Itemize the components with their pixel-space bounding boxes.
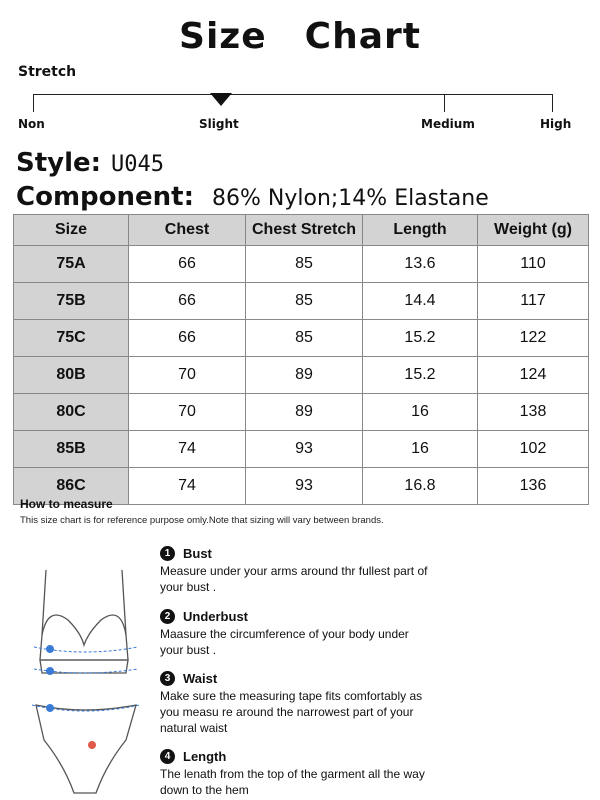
step-bust	[160, 546, 460, 595]
step-description: The lenath from the top of the garment all the way down to the hem	[160, 767, 425, 797]
disclaimer-text: This size chart is for reference purpose omly.Note that sizing will vary between brands.	[20, 515, 384, 526]
title-word-chart: Chart	[304, 16, 421, 57]
table-cell: 89	[246, 357, 363, 394]
table-cell: 85	[246, 246, 363, 283]
table-cell: 74	[129, 468, 246, 505]
step-number-icon: 1	[160, 546, 175, 561]
style-value: U045	[111, 152, 165, 177]
table-row	[14, 431, 589, 468]
table-row	[14, 283, 589, 320]
table-cell: 85	[246, 283, 363, 320]
bust-marker-dot	[46, 645, 54, 653]
size-cell: 80C	[14, 394, 129, 431]
step-length	[160, 749, 460, 798]
waist-marker-dot	[46, 704, 54, 712]
table-cell: 16	[363, 431, 478, 468]
size-cell: 86C	[14, 468, 129, 505]
size-cell: 85B	[14, 431, 129, 468]
table-cell: 70	[129, 357, 246, 394]
size-cell: 75A	[14, 246, 129, 283]
underbust-marker-dot	[46, 667, 54, 675]
table-cell: 66	[129, 246, 246, 283]
table-cell: 102	[478, 431, 589, 468]
table-cell: 122	[478, 320, 589, 357]
step-description: Make sure the measuring tape fits comfortably as you measu re around the narrowest part of your natural waist	[160, 689, 423, 735]
step-number-icon: 2	[160, 609, 175, 624]
step-title: Underbust	[183, 609, 248, 624]
component-line	[16, 182, 489, 212]
bra-strap-outline	[42, 570, 126, 635]
table-row	[14, 246, 589, 283]
table-cell: 66	[129, 320, 246, 357]
header-length: Length	[363, 215, 478, 246]
length-marker-dot	[88, 741, 96, 749]
table-cell: 70	[129, 394, 246, 431]
table-cell: 136	[478, 468, 589, 505]
table-row	[14, 320, 589, 357]
step-description: Measure under your arms around thr fullest part of your bust .	[160, 564, 428, 594]
step-underbust	[160, 609, 460, 658]
table-cell: 110	[478, 246, 589, 283]
step-waist	[160, 671, 460, 736]
table-cell: 85	[246, 320, 363, 357]
lingerie-measurement-illustration	[26, 565, 146, 795]
stretch-label: Stretch	[18, 64, 77, 80]
step-description: Maasure the circumference of your body under your bust .	[160, 627, 409, 657]
table-cell: 15.2	[363, 357, 478, 394]
how-to-measure-title: How to measure	[20, 497, 113, 511]
table-row	[14, 394, 589, 431]
stretch-marker-triangle	[210, 93, 232, 106]
step-title: Length	[183, 749, 227, 764]
table-body	[14, 246, 589, 505]
table-cell: 93	[246, 468, 363, 505]
size-cell: 75C	[14, 320, 129, 357]
step-title: Waist	[183, 671, 218, 686]
briefs-outline	[36, 705, 136, 793]
table-cell: 124	[478, 357, 589, 394]
table-cell: 93	[246, 431, 363, 468]
step-number-icon: 4	[160, 749, 175, 764]
scale-label-non: Non	[18, 117, 45, 131]
scale-label-slight: Slight	[199, 117, 239, 131]
header-size: Size	[14, 215, 129, 246]
table-cell: 14.4	[363, 283, 478, 320]
table-cell: 16.8	[363, 468, 478, 505]
component-label: Component:	[16, 182, 194, 212]
size-cell: 80B	[14, 357, 129, 394]
component-value: 86% Nylon;14% Elastane	[212, 186, 489, 211]
size-table	[13, 214, 589, 505]
table-cell: 16	[363, 394, 478, 431]
step-number-icon: 3	[160, 671, 175, 686]
style-label: Style:	[16, 148, 102, 178]
table-header-row	[14, 215, 589, 246]
table-cell: 117	[478, 283, 589, 320]
scale-tick-non	[33, 94, 34, 112]
scale-tick-high	[552, 94, 553, 112]
header-chest: Chest	[129, 215, 246, 246]
size-cell: 75B	[14, 283, 129, 320]
table-row	[14, 357, 589, 394]
header-weight: Weight (g)	[478, 215, 589, 246]
table-cell: 89	[246, 394, 363, 431]
bra-cups-outline	[40, 615, 128, 660]
style-line	[16, 148, 164, 178]
scale-label-high: High	[540, 117, 572, 131]
header-chest-stretch: Chest Stretch	[246, 215, 363, 246]
page-title	[0, 16, 600, 57]
table-cell: 13.6	[363, 246, 478, 283]
table-cell: 74	[129, 431, 246, 468]
table-cell: 138	[478, 394, 589, 431]
step-title: Bust	[183, 546, 212, 561]
scale-label-medium: Medium	[421, 117, 475, 131]
table-cell: 15.2	[363, 320, 478, 357]
scale-tick-medium	[444, 94, 445, 112]
title-word-size: Size	[179, 16, 267, 57]
table-cell: 66	[129, 283, 246, 320]
stretch-scale-line	[33, 94, 553, 95]
